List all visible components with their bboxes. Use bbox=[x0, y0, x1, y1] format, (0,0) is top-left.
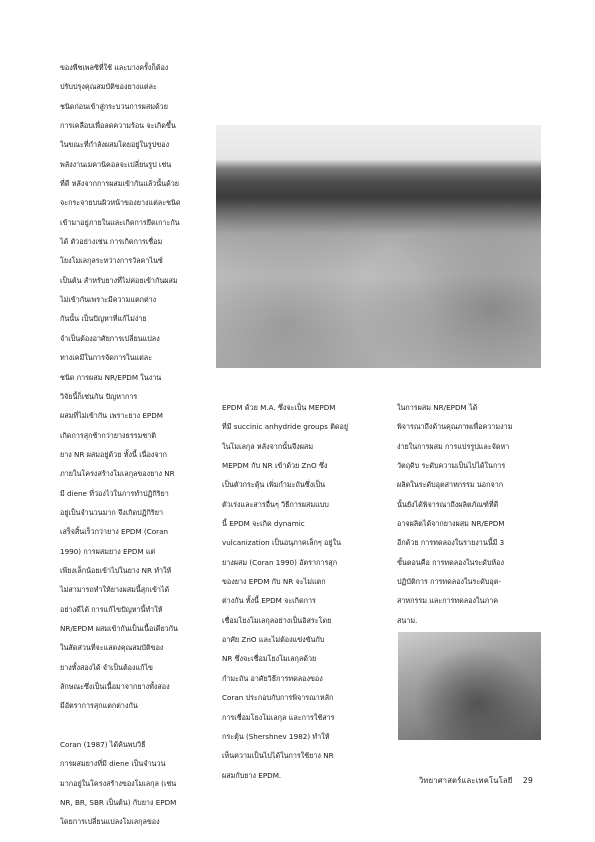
rubber-sheet-photo bbox=[398, 632, 541, 740]
article-column-1 bbox=[60, 58, 204, 827]
article-column-2 bbox=[222, 398, 373, 780]
column-1-text: ของพืชเพลซิที่ใช้ และบางครั้งก็ต้อง ปรับปรุงคุณสมบัติของยางแต่ละ ชนิดก่อนเข้าสู่กระบวนการผสมด้วย การเคลือบเพื่อลดความร้อน จะเกิดขึ้น ในขณะที่กำลังผสมโดยอยู่ในรูปของ พลังงานเมคานิคอลจะเปลี่ยนรูป เช่น ที่ดี หลังจากการผสมเข้ากันแล้วนั้นด้วย จะกระจายบนผิวหน้าของยางแต่ละชนิด เข้ามาอยู่ภายในและเกิดการยึดเกาะกัน ได้ ตัวอย่างเช่น การเกิดการเชื่อม โยงโมเลกุลระหว่างการวัลคาไนซ์ เป็นต้น สำหรับยางที่ไม่ค่อยเข้ากันผสม ไม่เข้ากันเพราะมีความแตกต่าง กันนั้น เป็นปัญหาที่แก้ไม่ง่าย จำเป็นต้องอาศัยการเปลี่ยนแปลง ทางเคมีในการจัดการในแต่ละ ชนิด การผสม NR/EPDM ในงาน วิจัยนี้ก็เช่นกัน ปัญหาการ ผสมที่ไม่เข้ากัน เพราะยาง EPDM เกิดการสุกช้ากว่ายางธรรมชาติ ยาง NR ผสมอยู่ด้วย ทั้งนี้ เนื่องจาก ภายในโครงสร้างโมเลกุลของยาง NR มี diene ที่ว่องไวในการทำปฏิกิริยา อยู่เป็นจำนวนมาก จึงเกิดปฏิกิริยา เสร็จสิ้นเร็วกว่ายาง EPDM (Coran 1990) การผสมยาง EPDM แต่ เพียงเล็กน้อยเข้าไปในยาง NR ทำให้ ไม่สามารถทำให้ยางผสมนี้สุกเข้าได้ อย่างดีได้ การแก้ไขปัญหานี้ทำให้ NR/EPDM ผสมเข้ากันเป็นเนื้อเดียวกัน ในสัดส่วนที่จะแสดงคุณสมบัติของ ยางทั้งสองได้ จำเป็นต้องแก้ไข ลักษณะซึ่งเป็นเนื้อมาจากยางทั้งสอง มีอัตราการสุกแตกต่างกัน Coran (1987) ได้ค้นพบวิธี การผสมยางที่มี diene เป็นจำนวน มากอยู่ในโครงสร้างของโมเลกุล (เช่น NR, BR, SBR เป็นต้น) กับยาง EPDM โดยการเปลี่ยนแปลงโมเลกุลของ bbox=[60, 63, 181, 827]
page-number: 29 bbox=[522, 776, 533, 785]
column-3-text: ในการผสม NR/EPDM ได้ พิจารณาถึงด้านคุณภาพเพื่อความงาม ง่ายในการผสม การแปรรูปและจัดหา วัตถุดิบ ระดับความเป็นไปได้ในการ ผลิตในระดับอุตสาหกรรม นอกจาก นั้นยังได้พิจารณาถึงผลิตภัณฑ์ที่ดี อาจผลิตได้จากยางผสม NR/EPDM อีกด้วย การทดลองในรายงานนี้มี 3 ขั้นตอนคือ การทดลองในระดับห้อง ปฏิบัติการ การทดลองในระดับอุต- สาหกรรม และการทดลองในภาค สนาม. bbox=[397, 403, 513, 625]
journal-name: วิทยาศาสตร์และเทคโนโลยี bbox=[418, 776, 513, 785]
article-column-3 bbox=[397, 398, 536, 625]
page-footer bbox=[419, 775, 533, 787]
column-2-text: EPDM ด้วย M.A. ซึ่งจะเป็น MEPDM ที่มี succinic anhydride groups ติดอยู่ ในโมเลกุล หลังจากนั้นจึงผสม MEPDM กับ NR เข้าด้วย ZnO ซึ่ง เป็นตัวกระตุ้น เพิ่มกำมะถันซึ่งเป็น ตัวเร่งและสารอื่นๆ วิธีการผสมแบบ นี้ EPDM จะเกิด dynamic vulcanization เป็นอนุภาคเล็กๆ อยู่ใน ยางผสม (Coran 1990) อัตราการสุก ของยาง EPDM กับ NR จะไม่แตก ต่างกัน ทั้งนี้ EPDM จะเกิดการ เชื่อมโยงโมเลกุลอย่างเป็นอิสระโดย อาศัย ZnO และไม่ต้องแข่งขันกับ NR ซึ่งจะเชื่อมโยงโมเลกุลด้วย กำมะถัน อาศัยวิธีการทดลองของ Coran ประกอบกับการพิจารณาหลัก การเชื่อมโยงโมเลกุล และการใช้สาร กระตุ้น (Shershnev 1982) ทำให้ เห็นความเป็นไปได้ในการใช้ยาง NR ผสมกับยาง EPDM. bbox=[222, 403, 349, 780]
field-photo-pond bbox=[216, 125, 541, 368]
